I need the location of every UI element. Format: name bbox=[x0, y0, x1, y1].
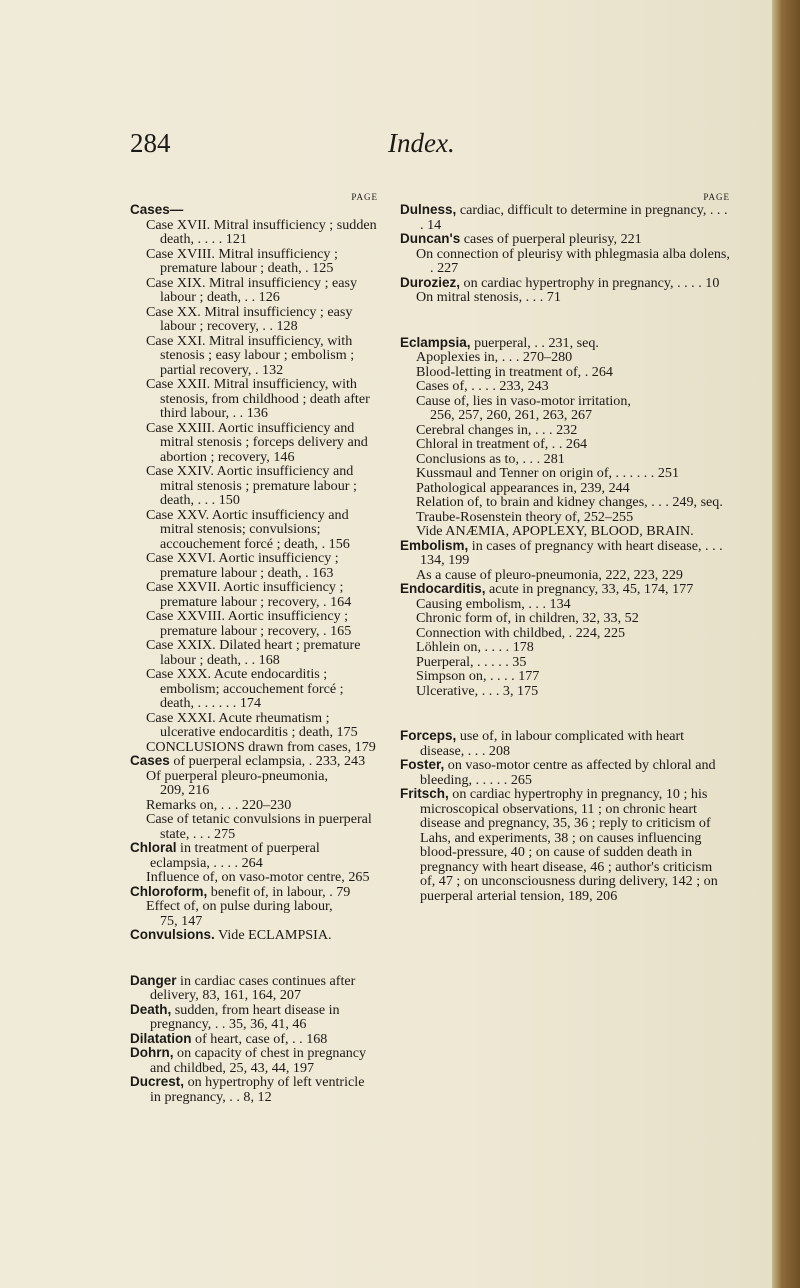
entry-heading: Cases— bbox=[130, 202, 184, 217]
entry-gap bbox=[130, 943, 378, 974]
page-reference: 165 bbox=[330, 622, 352, 639]
page-reference: 249, seq. bbox=[672, 494, 723, 510]
entry-heading: Death, bbox=[130, 1001, 172, 1017]
entry-text: cases of puerperal pleurisy, bbox=[463, 231, 618, 247]
entry-text: in cardiac cases continues after delivery, bbox=[150, 972, 356, 1003]
entry-text: puerperal, . . bbox=[474, 334, 545, 351]
entry-heading: Fritsch, bbox=[400, 786, 449, 801]
entry-text: Case XXII. Mitral insufficiency, with stenosis, from childhood ; death after third labour, . . bbox=[146, 376, 370, 421]
index-subentry bbox=[130, 580, 378, 609]
entry-text: Case XXXI. Acute rheumatism ; ulcerative endocarditis ; death, bbox=[146, 709, 333, 740]
page-reference: 25, 43, 44, 197 bbox=[229, 1059, 315, 1076]
page-reference: 3, 175 bbox=[502, 682, 539, 699]
page-reference: 156 bbox=[328, 535, 350, 552]
page-reference: 83, 161, 164, 207 bbox=[202, 987, 301, 1003]
index-subentry bbox=[130, 899, 378, 928]
entry-text: Case of tetanic convulsions in puerperal state, . . . bbox=[146, 811, 372, 842]
entry-text: On mitral stenosis, . . . bbox=[416, 289, 544, 305]
index-entry bbox=[130, 928, 378, 943]
page-reference: 227 bbox=[437, 260, 459, 276]
index-subentry bbox=[400, 423, 730, 438]
page-reference: 121 bbox=[225, 231, 247, 247]
index-column-left bbox=[130, 190, 378, 1104]
entry-text: Chronic form of, in children, bbox=[416, 610, 579, 626]
entry-text: Ulcerative, . . . bbox=[416, 682, 500, 699]
entry-heading: Danger bbox=[130, 972, 177, 988]
index-entry bbox=[130, 203, 378, 218]
page-reference: 14 bbox=[427, 216, 442, 233]
entry-heading: Duroziez, bbox=[400, 274, 461, 290]
index-subentry bbox=[130, 711, 378, 740]
page-reference: 189, 206 bbox=[567, 887, 618, 904]
index-subentry bbox=[130, 305, 378, 334]
entry-text: Pathological appearances in, bbox=[416, 479, 577, 496]
index-subentry bbox=[130, 508, 378, 552]
page-reference: 264 bbox=[241, 854, 263, 871]
page-reference: 256, 257, 260, 261, 263, 267 bbox=[430, 407, 593, 423]
entry-heading: Cases bbox=[130, 753, 170, 768]
entry-gap bbox=[400, 305, 730, 336]
page-reference: 136 bbox=[246, 405, 268, 421]
page-reference: 126 bbox=[258, 289, 280, 305]
entry-text: Traube-Rosenstein theory of, bbox=[416, 508, 581, 525]
index-subentry bbox=[130, 609, 378, 638]
index-entry bbox=[130, 841, 378, 870]
entry-text: CONCLUSIONS drawn from cases, bbox=[146, 738, 352, 755]
page-reference: 251 bbox=[657, 465, 679, 481]
page-reference: 177 bbox=[518, 668, 540, 684]
page-reference: 175 bbox=[336, 724, 358, 740]
entry-text: on vaso-motor centre as affected by chloral and bleeding, . . . . . bbox=[420, 757, 716, 788]
index-entry bbox=[130, 1003, 378, 1032]
index-subentry bbox=[400, 290, 730, 305]
page-reference: 32, 33, 52 bbox=[582, 610, 639, 626]
index-subentry bbox=[400, 379, 730, 394]
index-entry bbox=[130, 1046, 378, 1075]
entry-text: cardiac, difficult to determine in pregnancy, . . . . bbox=[420, 202, 728, 233]
index-subentry bbox=[130, 638, 378, 667]
entry-text: use of, in labour complicated with heart disease, . . . bbox=[420, 728, 685, 759]
entry-heading: Eclampsia, bbox=[400, 334, 471, 350]
entry-text: Cerebral changes in, . . . bbox=[416, 421, 553, 438]
book-spine-edge bbox=[772, 0, 800, 1288]
entry-text: Case XIX. Mitral insufficiency ; easy labour ; death, . . bbox=[146, 274, 358, 305]
entry-list bbox=[400, 203, 730, 903]
entry-heading: Chloroform, bbox=[130, 883, 208, 899]
index-subentry bbox=[400, 350, 730, 365]
entry-text: Case XVII. Mitral insufficiency ; sudden death, . . . . bbox=[146, 216, 377, 247]
entry-heading: Convulsions. bbox=[130, 927, 215, 942]
index-subentry bbox=[400, 568, 730, 583]
index-entry bbox=[400, 539, 730, 568]
entry-heading: Foster, bbox=[400, 757, 445, 772]
index-subentry bbox=[400, 611, 730, 626]
page-reference: 239, 244 bbox=[580, 479, 630, 496]
page-reference: 125 bbox=[312, 260, 334, 276]
index-subentry bbox=[400, 510, 730, 525]
page-reference: 163 bbox=[312, 564, 334, 581]
page-reference: 220–230 bbox=[241, 796, 292, 813]
page-reference: 178 bbox=[512, 639, 534, 655]
entry-text: Case XX. Mitral insufficiency ; easy labour ; recovery, . . bbox=[146, 303, 353, 334]
index-subentry bbox=[130, 667, 378, 711]
index-entry bbox=[400, 232, 730, 247]
index-entry bbox=[130, 1032, 378, 1047]
entry-text: Case XVIII. Mitral insufficiency ; premature labour ; death, . bbox=[146, 245, 338, 276]
entry-text: Of puerperal pleuro-pneumonia, bbox=[146, 767, 328, 784]
entry-text: on cardiac hypertrophy in pregnancy, 10 ; his microscopical observations, 11 ; on chronic heart disease and pregnancy, 35, 36 ; reply to criticism of Lahs, and experiments, 38 ; on causes influencing blood-pressure, 40 ; on cause of sudden death in pregnancy with heart disease, 46 ; author's criticism of, 47 ; on unconsciousness during delivery, 142 ; on puerperal arterial tension, bbox=[420, 786, 718, 904]
index-subentry bbox=[400, 684, 730, 699]
page-reference: 233, 243 bbox=[315, 753, 366, 769]
index-subentry bbox=[400, 669, 730, 684]
index-subentry bbox=[400, 655, 730, 670]
page-reference: 209, 216 bbox=[160, 782, 210, 798]
entry-text: Chloral in treatment of, . . bbox=[416, 436, 563, 452]
entry-text: of puerperal eclampsia, . bbox=[173, 753, 313, 769]
entry-text: Kussmaul and Tenner on origin of, . . . . . . bbox=[416, 465, 655, 481]
entry-text: On connection of pleurisy with phlegmasia alba dolens, . bbox=[416, 245, 730, 276]
page-reference: 264 bbox=[591, 363, 613, 380]
page-reference: 8, 12 bbox=[243, 1088, 272, 1105]
page-reference: 168 bbox=[258, 651, 280, 668]
entry-text: Case XXIV. Aortic insufficiency and mitral stenosis ; premature labour ; death, . . . bbox=[146, 463, 357, 508]
running-title: Index. bbox=[388, 128, 455, 158]
entry-text: acute in pregnancy, bbox=[489, 581, 599, 597]
entry-text: Remarks on, . . . bbox=[146, 796, 239, 813]
index-subentry bbox=[130, 798, 378, 813]
entry-heading: Endocarditis, bbox=[400, 581, 486, 596]
index-subentry bbox=[130, 421, 378, 465]
entry-gap bbox=[400, 698, 730, 729]
index-subentry bbox=[400, 437, 730, 452]
page-reference: 174 bbox=[239, 695, 261, 711]
index-subentry bbox=[400, 452, 730, 467]
page-reference: 35 bbox=[512, 653, 527, 670]
entry-text: Simpson on, . . . . bbox=[416, 668, 515, 684]
page-reference: 35, 36, 41, 46 bbox=[228, 1016, 307, 1032]
page-reference: 231, seq. bbox=[548, 334, 599, 351]
entry-text: Vide ECLAMPSIA. bbox=[218, 927, 332, 943]
entry-text: Case XXVI. Aortic insufficiency ; premature labour ; death, . bbox=[146, 550, 339, 581]
entry-text: Case XXI. Mitral insufficiency, with stenosis ; easy labour ; embolism ; partial recovery, . bbox=[146, 332, 355, 378]
index-subentry bbox=[400, 247, 730, 276]
entry-text: Effect of, on pulse during labour, bbox=[146, 898, 333, 914]
entry-text: Vide ANÆMIA, APOPLEXY, BLOOD, BRAIN. bbox=[416, 523, 694, 539]
entry-heading: Chloral bbox=[130, 840, 177, 855]
entry-list bbox=[130, 203, 378, 1104]
index-entry bbox=[130, 974, 378, 1003]
page-column-label: PAGE bbox=[703, 192, 730, 202]
page-reference: 71 bbox=[546, 289, 561, 305]
entry-text: Conclusions as to, . . . bbox=[416, 450, 541, 467]
index-subentry bbox=[400, 495, 730, 510]
entry-heading: Duncan's bbox=[400, 231, 461, 246]
page-reference: 264 bbox=[565, 436, 588, 452]
page-reference: 146 bbox=[273, 448, 295, 465]
page-reference: 134 bbox=[549, 595, 571, 612]
index-subentry bbox=[130, 334, 378, 378]
entry-text: Löhlein on, . . . . bbox=[416, 639, 510, 655]
index-entry bbox=[400, 758, 730, 787]
entry-text: on hypertrophy of left ventricle in pregnancy, . . bbox=[150, 1074, 365, 1105]
page-column-label: PAGE bbox=[351, 192, 378, 202]
page-reference: 150 bbox=[218, 492, 240, 508]
entry-text: Connection with childbed, . bbox=[416, 624, 573, 641]
index-subentry bbox=[130, 464, 378, 508]
entry-heading: Ducrest, bbox=[130, 1074, 185, 1089]
index-subentry bbox=[400, 524, 730, 539]
entry-heading: Forceps, bbox=[400, 728, 457, 743]
entry-text: As a cause of pleuro-pneumonia, bbox=[416, 566, 602, 583]
index-subentry bbox=[130, 377, 378, 421]
entry-text: Apoplexies in, . . . bbox=[416, 349, 520, 365]
page-reference: 79 bbox=[336, 883, 351, 900]
index-subentry bbox=[130, 218, 378, 247]
entry-heading: Embolism, bbox=[400, 537, 469, 553]
entry-text: Relation of, to brain and kidney changes, . . . bbox=[416, 494, 669, 510]
entry-text: Influence of, on vaso-motor centre, bbox=[146, 869, 345, 885]
page-reference: 75, 147 bbox=[160, 912, 203, 929]
page-reference: 221 bbox=[620, 231, 642, 247]
index-subentry bbox=[130, 247, 378, 276]
index-entry bbox=[400, 203, 730, 232]
page-reference: 252–255 bbox=[583, 508, 634, 525]
entry-text: in cases of pregnancy with heart disease, . . . bbox=[471, 537, 723, 554]
entry-text: in treatment of puerperal eclampsia, . . . . bbox=[150, 840, 320, 871]
index-subentry bbox=[130, 551, 378, 580]
page-reference: 179 bbox=[354, 738, 376, 755]
page-reference: 275 bbox=[214, 825, 236, 842]
entry-heading: Dilatation bbox=[130, 1030, 192, 1046]
index-entry bbox=[400, 336, 730, 351]
entry-text: Case XXV. Aortic insufficiency and mitral stenosis; convulsions; accouchement forcé ; death, . bbox=[146, 506, 349, 552]
page-reference: 270–280 bbox=[522, 349, 573, 365]
index-subentry bbox=[400, 597, 730, 612]
page-number: 284 bbox=[130, 128, 171, 158]
index-subentry bbox=[400, 481, 730, 496]
page-reference: 265 bbox=[348, 869, 370, 885]
entry-text: Case XXX. Acute endocarditis ; embolism; accouchement forcé ; death, . . . . . . bbox=[146, 666, 344, 711]
page-reference: 168 bbox=[306, 1030, 328, 1047]
page-reference: 233, 243 bbox=[499, 378, 549, 394]
entry-text: of heart, case of, . . bbox=[195, 1030, 303, 1047]
page-reference: 132 bbox=[262, 361, 284, 378]
entry-text: Case XXIII. Aortic insufficiency and mitral stenosis ; forceps delivery and abortion ; recovery, bbox=[146, 419, 368, 465]
index-subentry bbox=[400, 466, 730, 481]
page-reference: 128 bbox=[276, 318, 298, 334]
page-reference: 164 bbox=[330, 593, 352, 610]
index-entry bbox=[130, 885, 378, 900]
entry-text: Cases of, . . . . bbox=[416, 378, 496, 394]
page-header bbox=[130, 128, 770, 178]
index-entry bbox=[400, 787, 730, 903]
entry-text: Cause of, lies in vaso-motor irritation, bbox=[416, 392, 631, 409]
page-reference: 265 bbox=[510, 771, 532, 788]
entry-text: Causing embolism, . . . bbox=[416, 595, 546, 612]
page-reference: 10 bbox=[705, 274, 720, 291]
index-entry bbox=[130, 1075, 378, 1104]
index-column-right bbox=[400, 190, 730, 903]
index-entry bbox=[400, 729, 730, 758]
index-subentry bbox=[130, 870, 378, 885]
page-reference: 281 bbox=[543, 450, 565, 467]
entry-text: on cardiac hypertrophy in pregnancy, . . . . bbox=[463, 274, 702, 291]
page-reference: 134, 199 bbox=[420, 552, 470, 568]
page-reference: 224, 225 bbox=[575, 624, 626, 641]
page-reference: 33, 45, 174, 177 bbox=[601, 581, 694, 597]
index-subentry bbox=[130, 812, 378, 841]
entry-text: on capacity of chest in pregnancy and childbed, bbox=[150, 1045, 367, 1076]
entry-heading: Dulness, bbox=[400, 202, 457, 217]
entry-text: benefit of, in labour, . bbox=[210, 883, 333, 900]
page-reference: 222, 223, 229 bbox=[605, 566, 683, 583]
index-subentry bbox=[130, 740, 378, 755]
entry-text: Case XXVII. Aortic insufficiency ; premature labour ; recovery, . bbox=[146, 579, 344, 610]
index-entry bbox=[400, 582, 730, 597]
page-reference: 208 bbox=[488, 742, 511, 759]
index-subentry bbox=[400, 365, 730, 380]
index-subentry bbox=[400, 640, 730, 655]
index-entry bbox=[400, 276, 730, 291]
index-entry bbox=[130, 754, 378, 769]
index-subentry bbox=[130, 276, 378, 305]
entry-text: Blood-letting in treatment of, . bbox=[416, 363, 589, 380]
entry-text: Case XXIX. Dilated heart ; premature labour ; death, . . bbox=[146, 637, 361, 668]
index-subentry bbox=[130, 769, 378, 798]
index-subentry bbox=[400, 394, 730, 423]
entry-text: Puerperal, . . . . . bbox=[416, 653, 509, 670]
entry-text: Case XXVIII. Aortic insufficiency ; premature labour ; recovery, . bbox=[146, 608, 349, 639]
page-reference: 232 bbox=[556, 421, 578, 438]
entry-text: sudden, from heart disease in pregnancy, . . bbox=[150, 1001, 340, 1032]
entry-heading: Dohrn, bbox=[130, 1045, 174, 1060]
index-subentry bbox=[400, 626, 730, 641]
